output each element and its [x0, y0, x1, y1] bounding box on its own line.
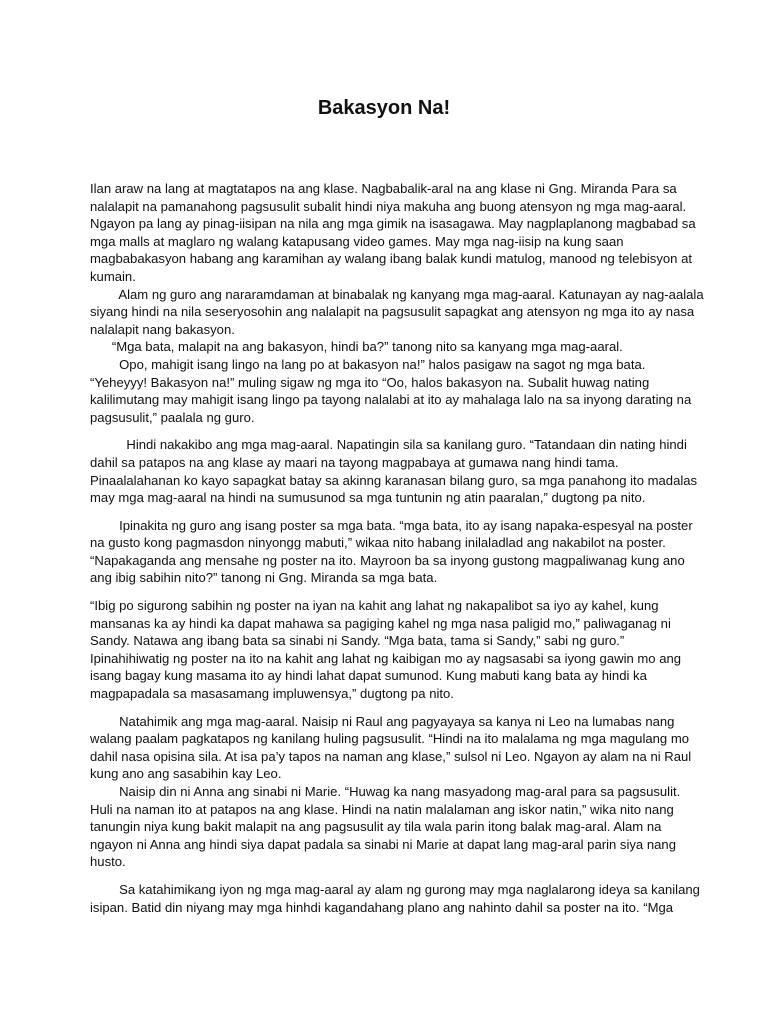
- document-body: [90, 180, 704, 916]
- text-line: Naisip din ni Anna ang sinabi ni Marie. “Huwag ka nang masyadong mag-aral para sa pagsusulit.: [90, 784, 681, 799]
- text-line: magbabakasyon habang ang karamihan ay walang ibang balak kundi matulog, manood ng telebisyon at: [90, 251, 692, 267]
- paragraph: [90, 597, 682, 703]
- text-line: kalilimutang may mahigit isang lingo pa tayong nalalabi at ito ay mahalaga lalo na sa inyong darating na: [90, 392, 692, 408]
- text-line: Sa katahimikang iyon ng mga mag-aaral ay alam ng gurong may mga naglalarong ideya sa kanilang: [90, 881, 700, 897]
- text-line: Sandy. Natawa ang ibang bata sa sinabi ni Sandy. “Mga bata, tama si Sandy,” sabi ng guro.”: [90, 633, 625, 649]
- text-line: Pinaalalahanan ko kayo sapagkat batay sa akinng karanasan bilang guro, sa mga panahong ito madalas: [90, 472, 698, 488]
- text-line: Ngayon pa lang ay pinag-iisipan na nila ang mga gimik na isasagawa. May nagplaplanong magbabad sa: [90, 216, 696, 232]
- paragraph: [90, 286, 704, 339]
- paragraph: [90, 356, 682, 374]
- text-line: Ipinahihiwatig ng poster na ito na kahit ang lahat ng kaibigan mo ay nagsasabi sa iyong gawin mo ang: [90, 650, 682, 666]
- paragraph: [90, 783, 682, 871]
- paragraph-spacer: [90, 507, 682, 517]
- text-line: walang paalam pagkatapos ng kanilang huling pagsusulit. “Hindi na ito malalama ng mga magulang mo: [90, 731, 690, 747]
- text-line: Hindi nakakibo ang mga mag-aaral. Napatingin sila sa kanilang guro. “Tatandaan din nating hindi: [90, 437, 687, 453]
- text-line: “Yeheyyy! Bakasyon na!” muling sigaw ng mga ito “Oo, halos bakasyon na. Subalit huwag nating: [90, 374, 650, 390]
- text-line: ngayon ni Anna ang hindi siya dapat padala sa sinabi ni Marie at dapat lang mag-aral parin siya nang: [90, 836, 676, 852]
- text-line: mansanas ka ay hindi ka dapat mahawa sa pagiging kahel ng mga nasa paligid mo,” paliwaganag ni: [90, 615, 671, 631]
- text-line: siyang hindi na nila seseryosohin ang nalalapit na pagsusulit sapagkat ang atensyon ng mga ito ay nasa: [90, 304, 695, 320]
- text-line: Ipinakita ng guro ang isang poster sa mga bata. “mga bata, ito ay isang napaka-espesyal na poster: [90, 517, 693, 533]
- paragraph: [90, 338, 682, 356]
- paragraph: [90, 713, 692, 783]
- text-line: Opo, mahigit isang lingo na lang po at bakasyon na!” halos pasigaw na sagot ng mga bata.: [90, 356, 646, 372]
- paragraph: [90, 374, 692, 427]
- text-line: kung ano ang sasabihin kay Leo.: [90, 766, 282, 782]
- text-line: tanungin niya kung bakit malapit na ang pagsusulit ay tila wala parin itong balak mag-aral. Alam na: [90, 819, 662, 835]
- paragraph: [90, 881, 700, 916]
- text-line: “Napakaganda ang mensahe ng poster na ito. Mayroon ba sa inyong gustong magpaliwanag kung ano: [90, 552, 685, 568]
- text-line: nalalapit na pamanahong pagsusulit subalit hindi niya makuha ang buong atensyon ng mga mag-aaral.: [90, 198, 687, 214]
- text-line: nalalapit nang bakasyon.: [90, 321, 235, 337]
- text-line: Alam ng guro ang nararamdaman at binabalak ng kanyang mga mag-aaral. Katunayan ay nag-aalala: [90, 286, 704, 302]
- text-line: may mga mag-aaral na hindi na sumusunod sa mga tuntunin ng atin paaralan,” dugtong pa nito.: [90, 490, 646, 506]
- paragraph-spacer: [90, 587, 682, 597]
- text-line: “Ibig po sigurong sabihin ng poster na iyan na kahit ang lahat ng nakapalibot sa iyo ay kahel, kung: [90, 598, 659, 614]
- text-line: kumain.: [90, 268, 136, 284]
- paragraph: [90, 180, 696, 286]
- text-line: mga malls at maglaro ng walang katapusang video games. May mga nag-iisip na kung saan: [90, 233, 624, 249]
- text-line: dahil nasa opisina sila. At isa pa’y tapos na naman ang klase,” sulsol ni Leo. Ngayon ay alam na ni Raul: [90, 748, 692, 764]
- text-line: Ilan araw na lang at magtatapos na ang klase. Nagbabalik-aral na ang klase ni Gng. Miranda Para sa: [90, 181, 677, 196]
- text-line: isipan. Batid din niyang may mga hinhdi kagandahang plano ang nahinto dahil sa poster na ito. “Mga: [90, 899, 674, 915]
- text-line: pagsusulit,” paalala ng guro.: [90, 409, 255, 425]
- text-line: isang bagay kung masama ito ay hindi lahat dapat sumunod. Kung mabuti kang bata ay hindi ka: [90, 668, 647, 684]
- text-line: “Mga bata, malapit na ang bakasyon, hindi ba?” tanong nito sa kanyang mga mag-aaral.: [90, 339, 623, 355]
- paragraph: [90, 517, 693, 587]
- text-line: dahil sa patapos na ang klase ay maari na tayong magpabaya at gumawa nang hindi tama.: [90, 454, 619, 470]
- text-line: magpapadala sa masasamang impluwensya,” dugtong pa nito.: [90, 686, 454, 702]
- text-line: Natahimik ang mga mag-aaral. Naisip ni Raul ang pagyayaya sa kanya ni Leo na lumabas nang: [90, 713, 675, 729]
- text-line: na gusto kong pagmasdon ninyongg mabuti,” wikaa nito habang inilaladlad ang nakabilot na poster.: [90, 535, 666, 551]
- text-line: Huli na naman ito at patapos na ang klase. Hindi na natin malalaman ang iskor natin,” wika nito nang: [90, 801, 674, 817]
- paragraph-spacer: [90, 703, 682, 713]
- text-line: ang ibig sabihin nito?” tanong ni Gng. Miranda sa mga bata.: [90, 570, 438, 586]
- text-line: husto.: [90, 854, 126, 870]
- paragraph-spacer: [90, 426, 682, 436]
- paragraph: [90, 436, 698, 506]
- document-title: Bakasyon Na!: [317, 97, 451, 119]
- paragraph-spacer: [90, 871, 682, 881]
